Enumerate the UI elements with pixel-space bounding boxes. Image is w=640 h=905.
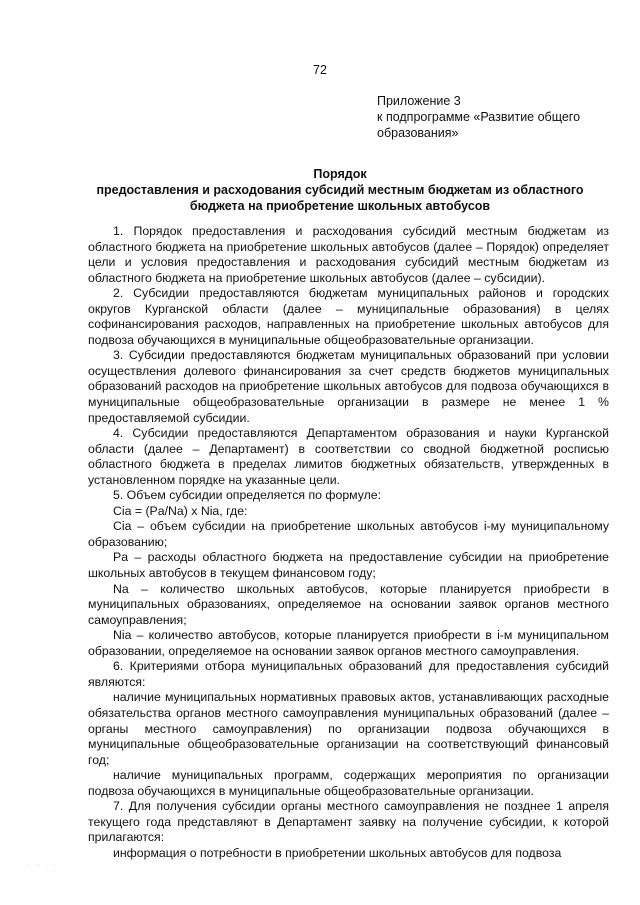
- scan-margin-mark: · · · ·: [28, 862, 58, 869]
- attachment-item-1: информация о потребности в приобретении школьных автобусов для подвоза: [113, 845, 562, 860]
- definition-cia: Cia – объем субсидии на приобретение школьных автобусов i-му муниципальному образованию;: [88, 519, 609, 549]
- appendix-line-3: образования»: [377, 126, 459, 140]
- paragraph-5: 5. Объем субсидии определяется по формуле:: [113, 488, 382, 503]
- paragraph-7: 7. Для получения субсидии органы местного самоуправления не позднее 1 апреля текущего года представляют в Департамент заявку на получение субсидии, к которой прилагаются:: [88, 799, 609, 845]
- paragraph-4: 4. Субсидии предоставляются Департаментом образования и науки Курганской области (далее – Департамент) в соответствии со сводной бюджетной росписью областного бюджета в пределах лимитов бюджетных обязательств, утвержденных в установленном порядке на указанные цели.: [88, 426, 609, 487]
- document-body: [88, 224, 609, 861]
- title-line-3: бюджета на приобретение школьных автобусов: [189, 199, 491, 213]
- page-number: 72: [313, 63, 327, 77]
- title-line-2: предоставления и расходования субсидий местным бюджетам из областного: [96, 183, 584, 197]
- definition-nia: Nia – количество автобусов, которые планируется приобрести в i-м муниципальном образовании, определяемое на основании заявок органов местного самоуправления.: [88, 628, 609, 658]
- definition-pa: Pa – расходы областного бюджета на предоставление субсидии на приобретение школьных автобусов в текущем финансовом году;: [88, 550, 609, 581]
- paragraph-1: 1. Порядок предоставления и расходования субсидий местным бюджетам из областного бюджета на приобретение школьных автобусов (далее – Порядок) определяет цели и условия предоставления и расходования субсидий местным бюджетам из областного бюджета на приобретение школьных автобусов (далее – субсидии).: [88, 224, 609, 285]
- formula: Cia = (Pa/Na) x Nia, где:: [113, 503, 248, 518]
- appendix-line-1: Приложение 3: [377, 94, 461, 108]
- title-line-1: Порядок: [313, 167, 367, 181]
- appendix-note: [377, 93, 617, 141]
- criterion-1: наличие муниципальных нормативных правовых актов, устанавливающих расходные обязательства органов местного самоуправления муниципальных образований (далее – органы местного самоуправления) по организации подвоза обучающихся в муниципальные общеобразовательные организации на соответствующий финансовый год;: [88, 690, 609, 767]
- paragraph-2: 2. Субсидии предоставляются бюджетам муниципальных районов и городских округов Курганской области (далее – муниципальные образования) в целях софинансирования расходов, направленных на приобретение школьных автобусов для подвоза обучающихся в муниципальные общеобразовательные организации.: [88, 286, 609, 347]
- document-title: [60, 166, 620, 214]
- definition-na: Na – количество школьных автобусов, которые планируется приобрести в муниципальных образованиях, определяемое на основании заявок органов местного самоуправления;: [88, 581, 609, 627]
- paragraph-3: 3. Субсидии предоставляются бюджетам муниципальных образований при условии осуществления долевого финансирования за счет средств бюджетов муниципальных образований расходов на приобретение школьных автобусов для подвоза обучающихся в муниципальные общеобразовательные организации в размере не менее 1 % предоставляемой субсидии.: [88, 348, 609, 425]
- appendix-line-2: к подпрограмме «Развитие общего: [377, 110, 581, 124]
- criterion-2: наличие муниципальных программ, содержащих мероприятия по организации подвоза обучающихся в муниципальные общеобразовательные организации.: [88, 768, 609, 798]
- paragraph-6: 6. Критериями отбора муниципальных образований для предоставления субсидий являются:: [88, 659, 609, 689]
